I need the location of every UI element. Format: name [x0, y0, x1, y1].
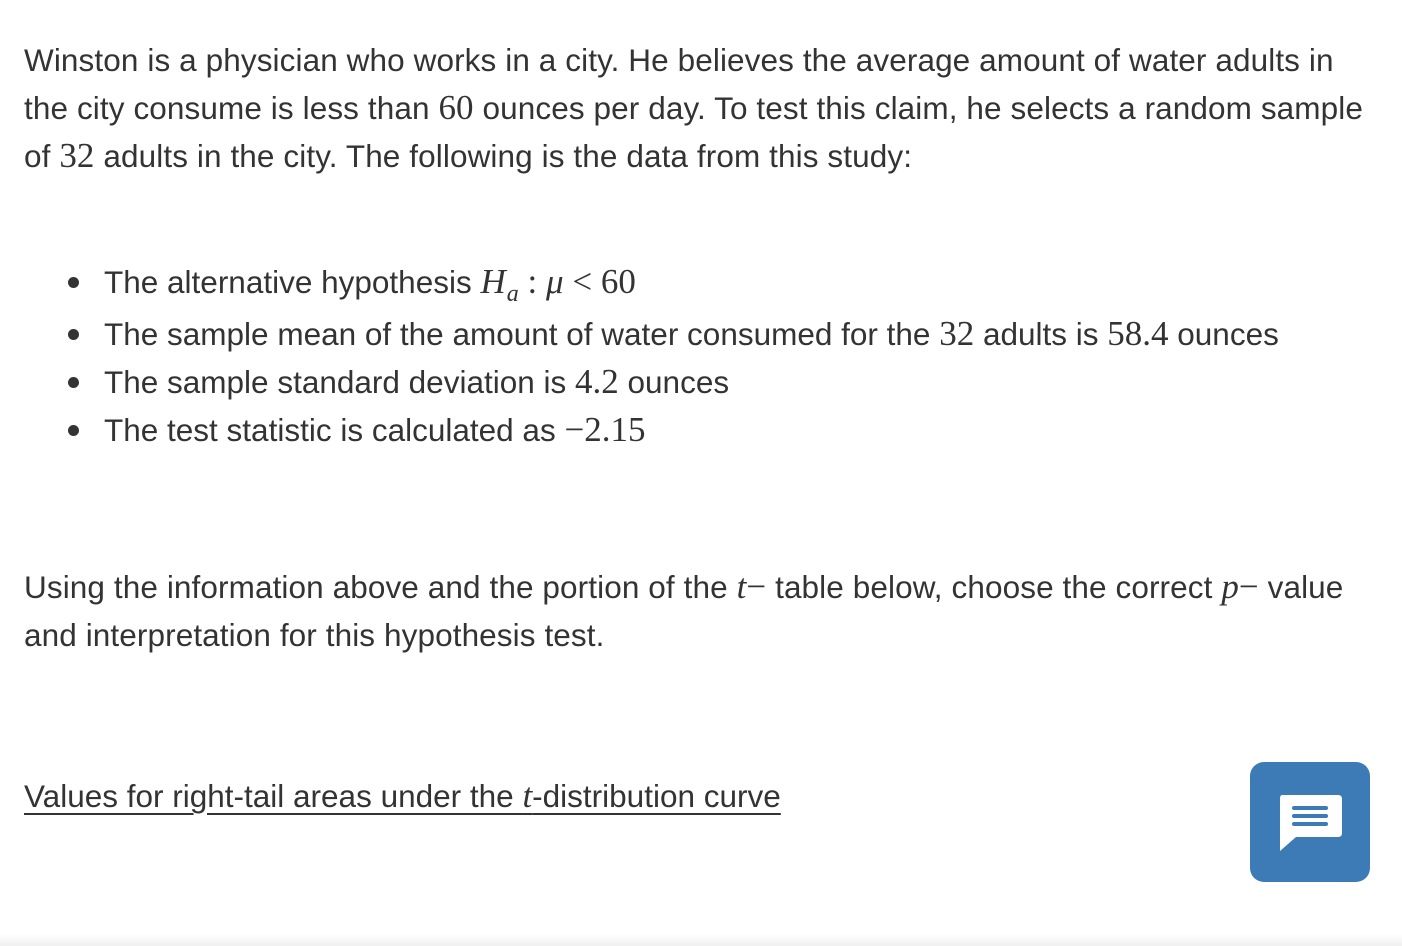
question-paragraph: Using the information above and the portion of the t− table below, choose the correct p− value and interpretation for this hypothesis test. [24, 567, 1344, 653]
problem-content [24, 36, 1380, 815]
chat-button[interactable] [1250, 762, 1370, 882]
bullet-icon [68, 425, 79, 436]
intro-number-60: 60 [438, 88, 474, 127]
math-mu: μ [545, 262, 564, 301]
math-subscript-a: a [506, 281, 519, 307]
list-item-sample-mean: The sample mean of the amount of water consumed for the 32 adults is 58.4 ounces [68, 310, 1388, 358]
intro-text-3: adults in the city. The following is the data from this study: [94, 138, 913, 174]
intro-number-32: 32 [59, 136, 95, 175]
bottom-divider [0, 934, 1402, 946]
intro-text-1: Winston is a physician who works in a city. He believes the average amount of water adults in the city consume is less than [24, 42, 1334, 126]
bullet-icon [68, 277, 79, 288]
t-distribution-table-link[interactable]: Values for right-tail areas under the t-distribution curve [24, 776, 781, 815]
math-t: t [736, 567, 747, 606]
math-p: p [1221, 567, 1239, 606]
bullet-icon [68, 329, 79, 340]
bullet-icon [68, 377, 79, 388]
intro-paragraph [24, 36, 1380, 180]
intro-text-2: ounces per day. To test this claim, he selects a random sample of [24, 90, 1363, 174]
list-item-standard-deviation: The sample standard deviation is 4.2 ounces [68, 358, 1388, 406]
list-item-alternative-hypothesis: The alternative hypothesis $H_a$ : μ < 60 [68, 258, 1388, 310]
chat-icon [1276, 793, 1344, 855]
list-item-test-statistic: The test statistic is calculated as −2.15 [68, 406, 1388, 454]
math-H: H [480, 262, 506, 301]
study-data-list [68, 258, 1388, 454]
